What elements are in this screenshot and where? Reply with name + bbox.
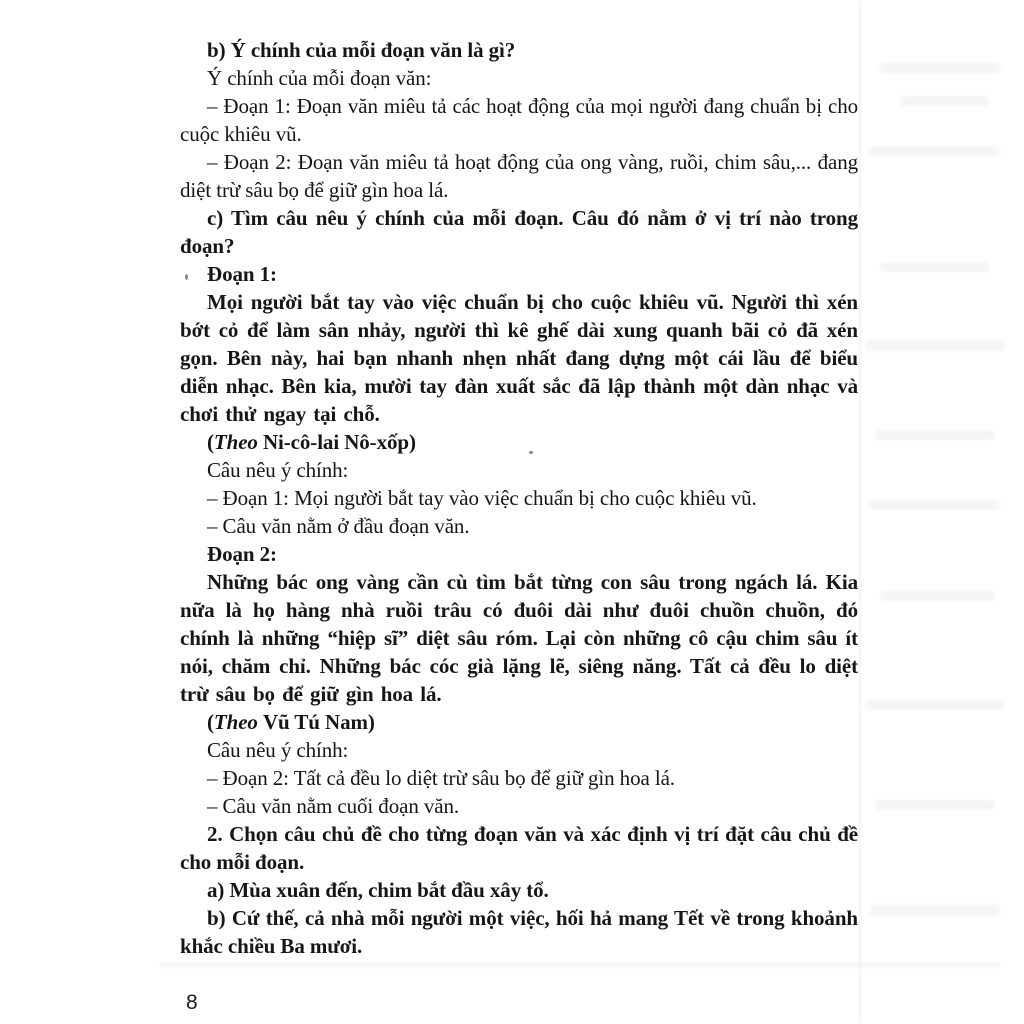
- attribution-author: Ni-cô-lai Nô-xốp): [262, 430, 416, 454]
- answer-b-intro: Ý chính của mỗi đoạn văn:: [207, 66, 432, 90]
- passage2-attribution: [180, 708, 858, 736]
- passage2-key-intro: Câu nêu ý chính:: [207, 738, 349, 762]
- passage2-text: Những bác ong vàng cần cù tìm bắt từng con sâu trong ngách lá. Kia nữa là họ hàng nhà ruồi trâu có đuôi dài như đuôi chuồn chuồn, đó chính là những “hiệp sĩ” diệt sâu róm. Lại còn những cô cậu chim sâu ít nói, chăm chỉ. Những bác cóc già lặng lẽ, siêng năng. Tất cả đều lo diệt trừ sâu bọ để giữ gìn hoa lá.: [180, 570, 858, 706]
- page-content: [180, 36, 858, 960]
- passage2-label: Đoạn 2:: [207, 542, 277, 566]
- bleed-through-smudge: [875, 430, 995, 440]
- bleed-through-smudge: [880, 590, 995, 601]
- attribution-theo-italic: Theo: [213, 710, 263, 734]
- bleed-through-smudge: [160, 962, 1000, 968]
- answer-b-item-doan2: – Đoạn 2: Đoạn văn miêu tả hoạt động của ong vàng, ruồi, chim sâu,... đang diệt trừ sâu bọ để giữ gìn hoa lá.: [180, 150, 858, 202]
- passage1-text: Mọi người bắt tay vào việc chuẩn bị cho cuộc khiêu vũ. Người thì xén bớt cỏ để làm sân nhảy, người thì kê ghế dài xung quanh bãi cỏ đã xén gọn. Bên này, hai bạn nhanh nhẹn nhất đang dựng một cái lầu để biểu diễn nhạc. Bên kia, mười tay đàn xuất sắc đã lập thành một dàn nhạc và chơi thử ngay tại chỗ.: [180, 290, 858, 426]
- passage1-key-intro: Câu nêu ý chính:: [207, 458, 349, 482]
- passage1-key-sentence: – Đoạn 1: Mọi người bắt tay vào việc chuẩn bị cho cuộc khiêu vũ.: [207, 486, 757, 510]
- passage2-key-sentence: – Đoạn 2: Tất cả đều lo diệt trừ sâu bọ để giữ gìn hoa lá.: [207, 766, 675, 790]
- passage1-key-position: – Câu văn nằm ở đầu đoạn văn.: [207, 514, 470, 538]
- attribution-open-paren: (: [207, 710, 214, 734]
- bleed-through-smudge: [870, 500, 1000, 510]
- answer-b-item-doan1: – Đoạn 1: Đoạn văn miêu tả các hoạt động của mọi người đang chuẩn bị cho cuộc khiêu vũ.: [180, 94, 858, 146]
- attribution-author: Vũ Tú Nam): [262, 710, 375, 734]
- bleed-through-smudge: [900, 96, 990, 106]
- exercise2-option-b: b) Cứ thế, cả nhà mỗi người một việc, hối hả mang Tết về trong khoảnh khắc chiều Ba mươi.: [180, 906, 858, 958]
- bleed-through-smudge: [875, 800, 995, 810]
- bleed-through-smudge: [880, 62, 1000, 74]
- attribution-theo-italic: Theo: [213, 430, 263, 454]
- bleed-through-smudge: [865, 340, 1005, 351]
- bleed-through-smudge: [865, 700, 1005, 710]
- page-edge-shadow: [859, 0, 861, 1024]
- bleed-through-smudge: [870, 905, 1000, 916]
- exercise2-heading: 2. Chọn câu chủ đề cho từng đoạn văn và xác định vị trí đặt câu chủ đề cho mỗi đoạn.: [180, 822, 858, 874]
- bleed-through-smudge: [870, 146, 1000, 156]
- passage1-label: Đoạn 1:: [207, 262, 277, 286]
- bleed-through-smudge: [880, 262, 990, 272]
- passage1-attribution: [180, 428, 858, 456]
- question-c-heading: c) Tìm câu nêu ý chính của mỗi đoạn. Câu đó nằm ở vị trí nào trong đoạn?: [180, 206, 858, 258]
- question-b-heading: b) Ý chính của mỗi đoạn văn là gì?: [207, 38, 516, 62]
- attribution-open-paren: (: [207, 430, 214, 454]
- exercise2-option-a: a) Mùa xuân đến, chim bắt đầu xây tổ.: [207, 878, 549, 902]
- passage2-key-position: – Câu văn nằm cuối đoạn văn.: [207, 794, 460, 818]
- page-number: 8: [186, 991, 198, 1014]
